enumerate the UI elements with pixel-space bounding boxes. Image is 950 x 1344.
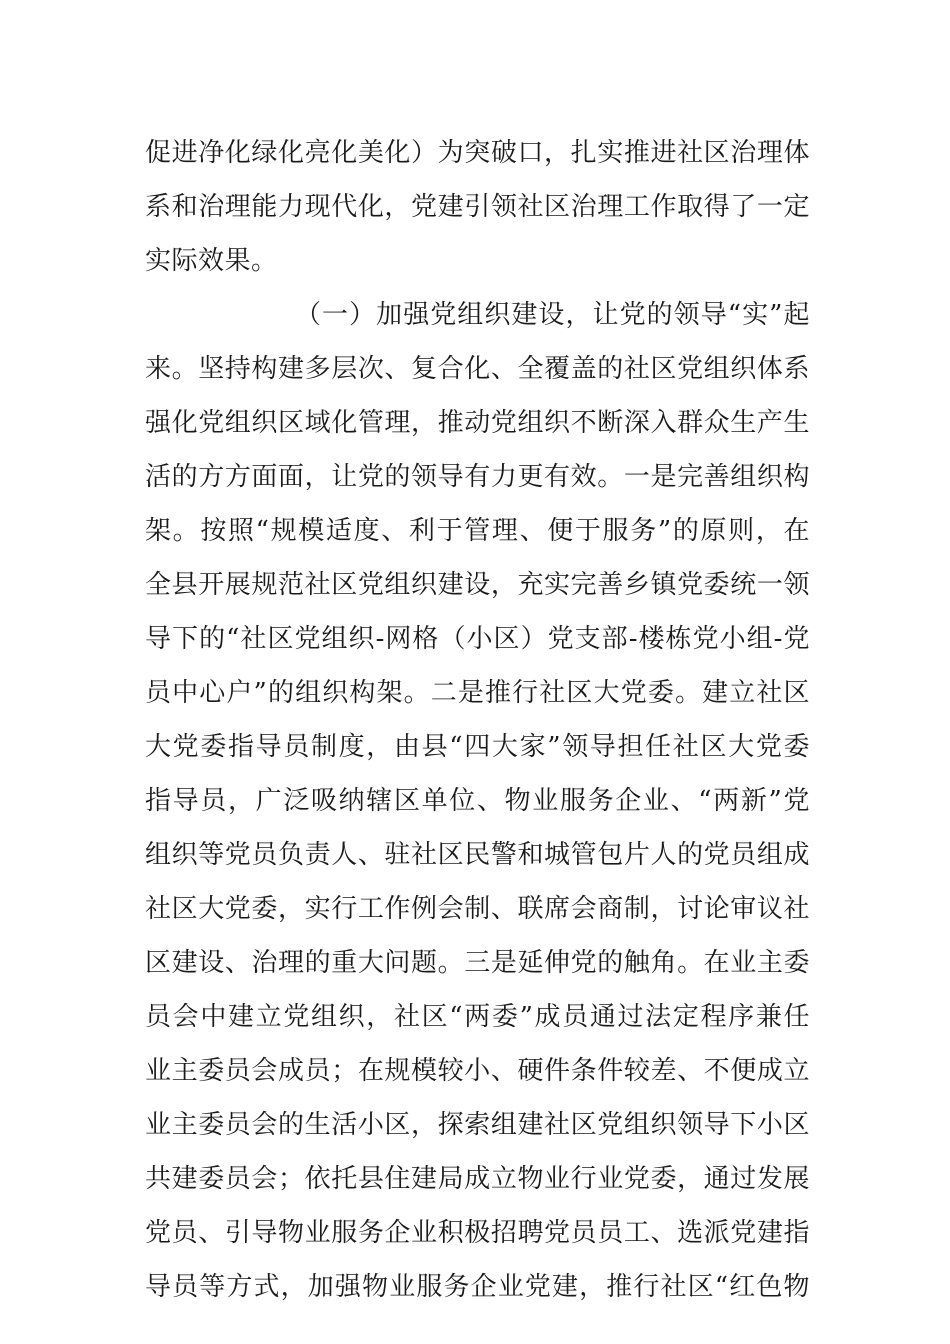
text-line: 员中心户”的组织构架。二是推行社区大党委。建立社区 — [145, 678, 810, 708]
text-line: 组织等党员负责人、驻社区民警和城管包片人的党员组成 — [145, 840, 810, 870]
text-line: 导下的“社区党组织-网格（小区）党支部-楼栋党小组-党 — [145, 624, 810, 654]
text-line: 实际效果。 — [145, 246, 278, 276]
text-line: 来。坚持构建多层次、复合化、全覆盖的社区党组织体系 — [145, 354, 810, 384]
text-line: 员会中建立党组织，社区“两委”成员通过法定程序兼任 — [145, 1002, 810, 1032]
text-line: 党员、引导物业服务企业积极招聘党员员工、选派党建指 — [145, 1218, 810, 1248]
text-line: 架。按照“规模适度、利于管理、便于服务”的原则，在 — [145, 516, 810, 546]
text-line: 业主委员会的生活小区，探索组建社区党组织领导下小区 — [145, 1110, 810, 1140]
text-line: 强化党组织区域化管理，推动党组织不断深入群众生产生 — [145, 408, 810, 438]
text-line: 指导员，广泛吸纳辖区单位、物业服务企业、“两新”党 — [145, 786, 810, 816]
body-text — [145, 126, 810, 1314]
text-line: 促进净化绿化亮化美化）为突破口，扎实推进社区治理体 — [145, 138, 810, 168]
text-line: 业主委员会成员；在规模较小、硬件条件较差、不便成立 — [145, 1056, 810, 1086]
text-line: 共建委员会；依托县住建局成立物业行业党委，通过发展 — [145, 1164, 810, 1194]
text-line: 区建设、治理的重大问题。三是延伸党的触角。在业主委 — [145, 948, 810, 978]
section-heading-line: （一）加强党组织建设，让党的领导“实”起 — [295, 300, 810, 330]
text-line: 导员等方式，加强物业服务企业党建，推行社区“红色物 — [145, 1272, 810, 1302]
text-line: 社区大党委，实行工作例会制、联席会商制，讨论审议社 — [145, 894, 810, 924]
text-line: 全县开展规范社区党组织建设，充实完善乡镇党委统一领 — [145, 570, 810, 600]
text-line: 系和治理能力现代化，党建引领社区治理工作取得了一定 — [145, 192, 810, 222]
text-line: 活的方方面面，让党的领导有力更有效。一是完善组织构 — [145, 462, 810, 492]
text-line: 大党委指导员制度，由县“四大家”领导担任社区大党委 — [145, 732, 810, 762]
